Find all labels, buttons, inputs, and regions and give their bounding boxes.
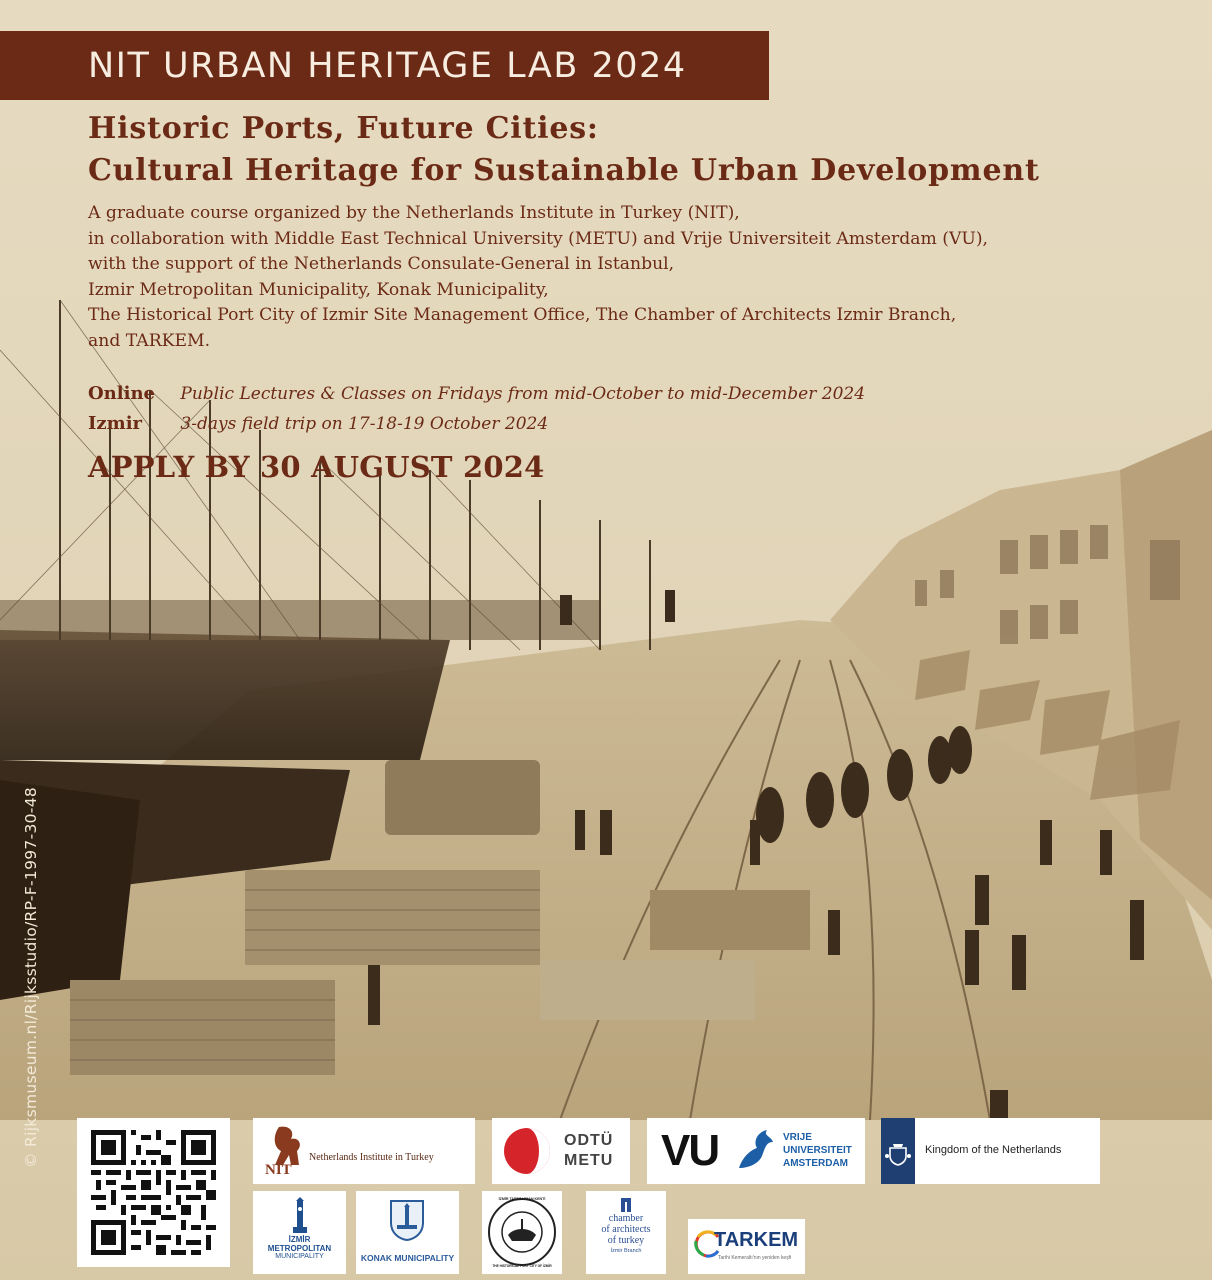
qr-code-icon bbox=[89, 1130, 218, 1255]
vu-line-1: VRIJE bbox=[783, 1132, 812, 1143]
tarkem-logo[interactable] bbox=[688, 1219, 805, 1274]
izmir-line-3: MUNICIPALITY bbox=[275, 1253, 324, 1260]
konak-municipality-logo[interactable] bbox=[356, 1191, 459, 1274]
metu-line-1: ODTÜ bbox=[564, 1132, 614, 1149]
schedule-description: 3-days field trip on 17-18-19 October 2024 bbox=[180, 414, 549, 434]
description-line: in collaboration with Middle East Technical University (METU) and Vrije Universiteit Amsterdam (VU), bbox=[88, 228, 989, 249]
course-title bbox=[88, 108, 1188, 192]
port-top-text: İZMİR TARİHİ LİMAN KENTİ bbox=[498, 1197, 546, 1201]
vu-logo[interactable] bbox=[647, 1118, 865, 1184]
chamber-line-3: of turkey bbox=[607, 1235, 645, 1246]
metu-logo[interactable] bbox=[492, 1118, 630, 1184]
schedule-description: Public Lectures & Classes on Fridays from mid-October to mid-December 2024 bbox=[180, 384, 866, 404]
description-line: A graduate course organized by the Netherlands Institute in Turkey (NIT), bbox=[88, 203, 740, 223]
qr-code[interactable] bbox=[77, 1118, 230, 1267]
vu-line-3: AMSTERDAM bbox=[783, 1158, 848, 1169]
course-banner: NIT URBAN HERITAGE LAB 2024 bbox=[0, 31, 769, 100]
metu-line-2: METU bbox=[564, 1152, 614, 1169]
chamber-of-architects-logo[interactable] bbox=[586, 1191, 666, 1274]
description-line: with the support of the Netherlands Consulate-General in Istanbul, bbox=[88, 254, 675, 275]
kingdom-name: Kingdom of the Netherlands bbox=[925, 1144, 1062, 1156]
chamber-line-2: of architects bbox=[601, 1224, 651, 1235]
izmir-line-1: İZMİR bbox=[288, 1235, 311, 1244]
izmir-metropolitan-logo[interactable] bbox=[253, 1191, 346, 1274]
apply-deadline: APPLY BY 30 AUGUST 2024 bbox=[88, 450, 545, 484]
schedule bbox=[88, 379, 865, 439]
nit-name: Netherlands Institute in Turkey bbox=[309, 1152, 434, 1163]
course-title-line-2: Cultural Heritage for Sustainable Urban Development bbox=[88, 153, 1040, 188]
royal-arms-icon bbox=[881, 1118, 915, 1184]
photo-credit: © Rijksmuseum.nl/Rijksstudio/RP-F-1997-30-48 bbox=[22, 786, 40, 1168]
port-bottom-text: THE HISTORICAL PORT CITY OF İZMİR bbox=[492, 1264, 552, 1268]
vu-line-2: UNIVERSITEIT bbox=[783, 1145, 852, 1156]
tarkem-tagline: Tarihi Kemeraltı'nın yeniden keşfi bbox=[718, 1255, 792, 1261]
description-line: Izmir Metropolitan Municipality, Konak Municipality, bbox=[88, 279, 549, 300]
description-line: and TARKEM. bbox=[88, 330, 211, 351]
description-line: The Historical Port City of Izmir Site Management Office, The Chamber of Architects Izmir Branch, bbox=[88, 305, 957, 326]
tarkem-name: TARKEM bbox=[714, 1229, 799, 1251]
chamber-line-1: chamber bbox=[608, 1213, 644, 1224]
schedule-row-online bbox=[88, 379, 865, 409]
schedule-place: Izmir bbox=[88, 413, 143, 434]
course-title-line-1: Historic Ports, Future Cities: bbox=[88, 111, 599, 146]
kingdom-netherlands-logo[interactable] bbox=[881, 1118, 1100, 1184]
konak-name: KONAK MUNICIPALITY bbox=[360, 1253, 455, 1263]
nit-mark: NIT bbox=[265, 1162, 292, 1178]
historical-port-city-logo[interactable] bbox=[482, 1191, 562, 1274]
course-description bbox=[88, 201, 1198, 355]
metu-emblem-icon bbox=[502, 1126, 552, 1176]
schedule-place: Online bbox=[88, 383, 155, 404]
schedule-row-izmir bbox=[88, 409, 865, 439]
chamber-line-4: İzmir Branch bbox=[610, 1248, 642, 1254]
griffin-icon bbox=[735, 1128, 775, 1172]
chamber-mark-icon bbox=[619, 1197, 633, 1213]
konak-emblem-icon bbox=[387, 1197, 427, 1241]
clock-tower-icon bbox=[289, 1197, 311, 1233]
vu-mark: VU bbox=[661, 1126, 719, 1175]
port-seal-icon bbox=[482, 1191, 562, 1274]
nit-logo[interactable] bbox=[253, 1118, 475, 1184]
izmir-line-2: METROPOLITAN bbox=[267, 1244, 332, 1253]
